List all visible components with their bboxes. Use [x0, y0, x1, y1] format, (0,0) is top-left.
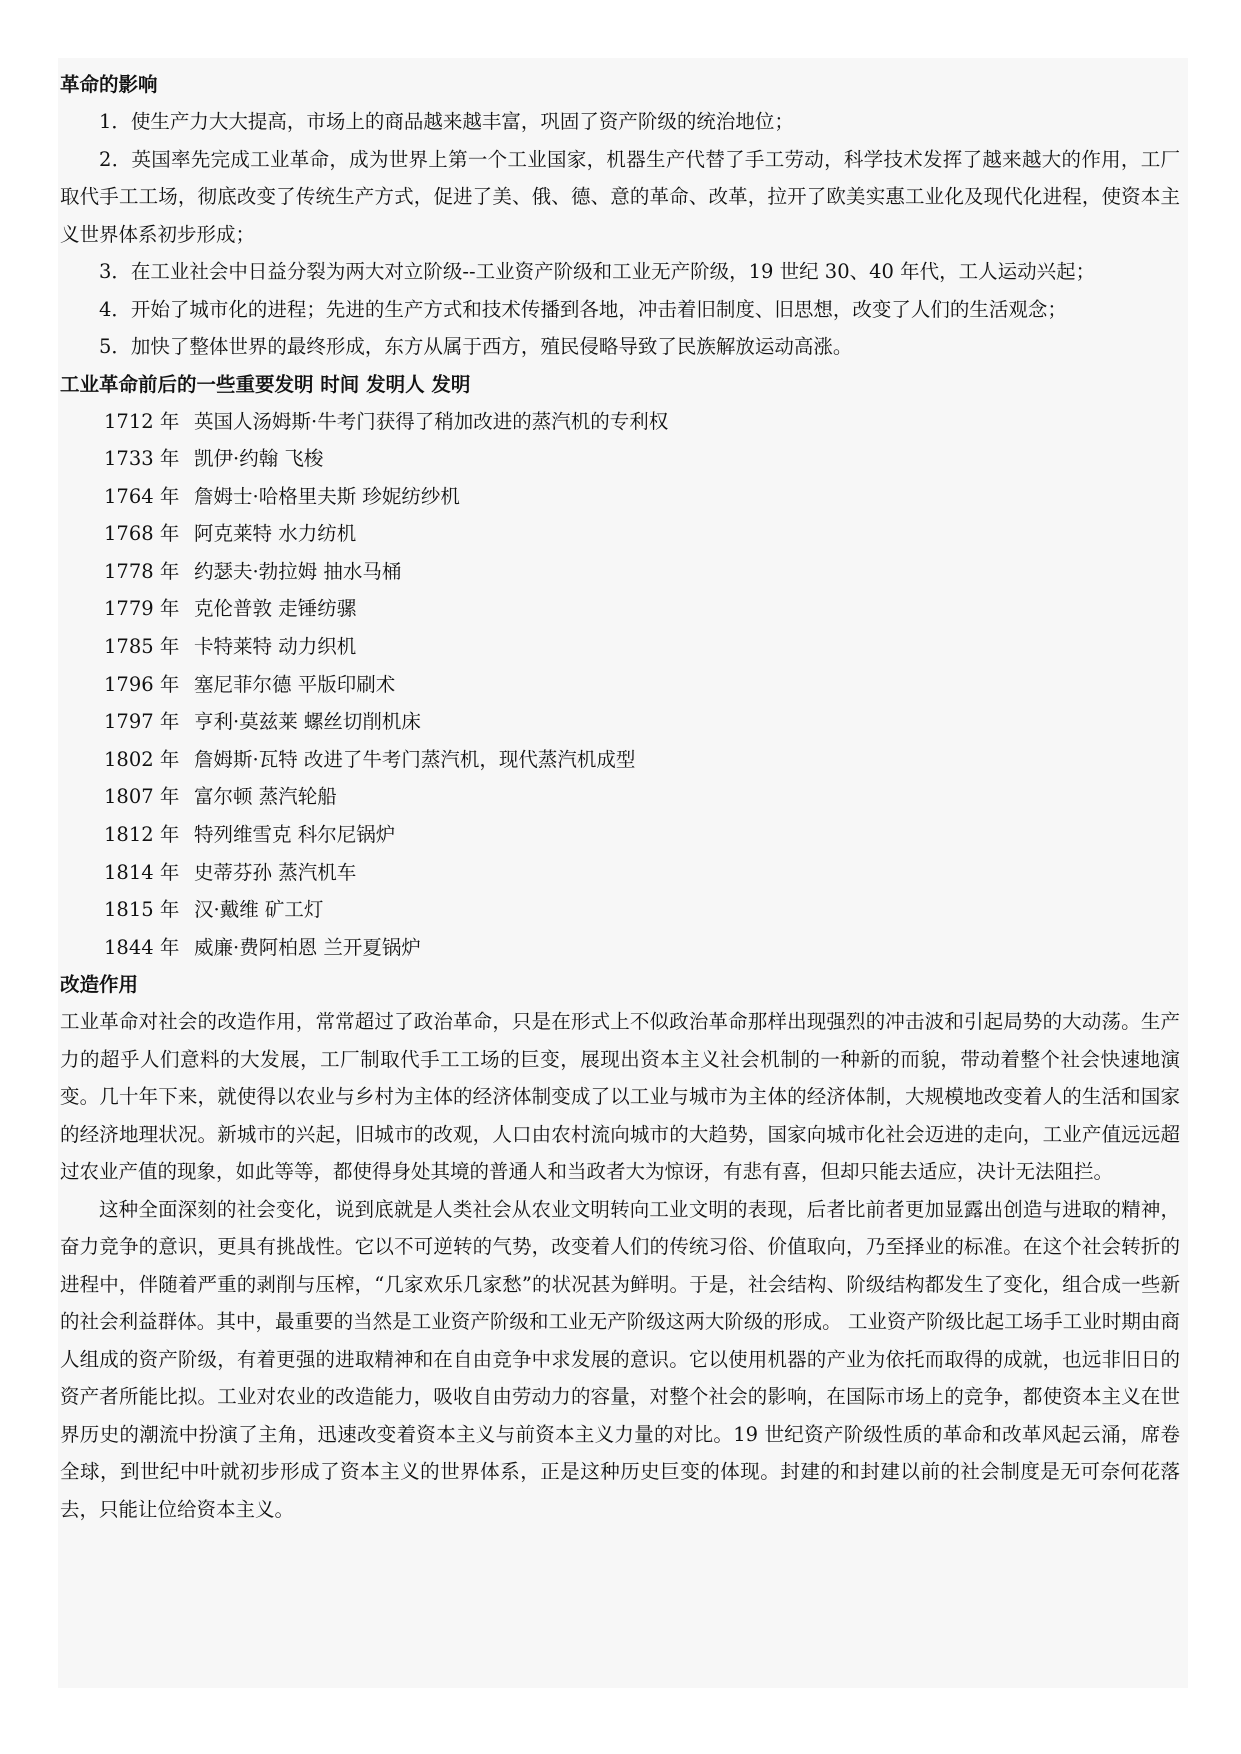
invention-text: 卡特莱特 动力织机: [194, 635, 357, 659]
invention-text: 汉·戴维 矿工灯: [194, 898, 324, 922]
invention-text: 詹姆斯·瓦特 改进了牛考门蒸汽机，现代蒸汽机成型: [194, 747, 636, 771]
invention-year: 1844 年: [104, 935, 180, 959]
influence-item-1: 1．使生产力大大提高，市场上的商品越来越丰富，巩固了资产阶级的统治地位；: [99, 110, 794, 133]
heading-revolution-influence: 革命的影响: [60, 73, 158, 96]
invention-row: [60, 854, 1180, 892]
invention-text: 史蒂芬孙 蒸汽机车: [194, 860, 357, 884]
heading-transformation: 改造作用: [60, 973, 139, 997]
invention-row: [60, 891, 1180, 929]
invention-text: 詹姆士·哈格里夫斯 珍妮纺纱机: [194, 484, 460, 508]
invention-year: 1814 年: [104, 860, 180, 884]
invention-text: 凯伊·约翰 飞梭: [194, 447, 324, 471]
invention-year: 1812 年: [104, 823, 180, 847]
invention-row: [60, 666, 1180, 704]
invention-row: [60, 816, 1180, 854]
inventions-list: [60, 403, 1180, 967]
invention-year: 1733 年: [104, 447, 180, 471]
invention-text: 阿克莱特 水力纺机: [194, 522, 357, 546]
invention-year: 1797 年: [104, 710, 180, 734]
invention-text: 约瑟夫·勃拉姆 抽水马桶: [194, 559, 402, 583]
transformation-paragraph-1: 工业革命对社会的改造作用，常常超过了政治革命，只是在形式上不似政治革命那样出现强烈的冲击波和引起局势的大动荡。生产力的超乎人们意料的大发展，工厂制取代手工工场的巨变，展现出资本主义社会机制的一种新的而貌，带动着整个社会快速地演变。几十年下来，就使得以农业与乡村为主体的经济体制变成了以工业与城市为主体的经济体制，大规模地改变着人的生活和国家的经济地理状况。新城市的兴起，旧城市的改观，人口由农村流向城市的大趋势，国家向城市化社会迈进的走向，工业产值远远超过农业产值的现象，如此等等，都使得身处其境的普通人和当政者大为惊讶，有悲有喜，但却只能去适应，决计无法阻拦。: [60, 1010, 1180, 1184]
invention-row: [60, 778, 1180, 816]
invention-text: 威廉·费阿柏恩 兰开夏锅炉: [194, 935, 421, 959]
invention-year: 1796 年: [104, 672, 180, 696]
influence-item-2: 2．英国率先完成工业革命，成为世界上第一个工业国家，机器生产代替了手工劳动，科学技术发挥了越来越大的作用，工厂取代手工工场，彻底改变了传统生产方式，促进了美、俄、德、意的革命、改革，拉开了欧美实惠工业化及现代化进程，使资本主义世界体系初步形成；: [60, 147, 1180, 246]
invention-text: 富尔顿 蒸汽轮船: [194, 785, 337, 809]
invention-row: [60, 929, 1180, 967]
invention-row: [60, 403, 1180, 441]
document-body: [60, 66, 1180, 1528]
invention-row: [60, 440, 1180, 478]
invention-text: 克伦普敦 走锤纺骡: [194, 597, 357, 621]
invention-year: 1802 年: [104, 747, 180, 771]
heading-inventions: 工业革命前后的一些重要发明 时间 发明人 发明: [60, 372, 471, 396]
invention-year: 1778 年: [104, 559, 180, 583]
invention-text: 塞尼菲尔德 平版印刷术: [194, 672, 396, 696]
invention-row: [60, 703, 1180, 741]
invention-row: [60, 628, 1180, 666]
influence-item-5: 5．加快了整体世界的最终形成，东方从属于西方，殖民侵略导致了民族解放运动高涨。: [99, 335, 853, 358]
invention-year: 1768 年: [104, 522, 180, 546]
invention-row: [60, 741, 1180, 779]
invention-year: 1764 年: [104, 484, 180, 508]
invention-row: [60, 478, 1180, 516]
invention-year: 1712 年: [104, 409, 180, 433]
invention-year: 1815 年: [104, 898, 180, 922]
invention-text: 英国人汤姆斯·牛考门获得了稍加改进的蒸汽机的专利权: [194, 409, 669, 433]
influence-item-4: 4．开始了城市化的进程；先进的生产方式和技术传播到各地，冲击着旧制度、旧思想，改变了人们的生活观念；: [99, 297, 1067, 321]
invention-row: [60, 515, 1180, 553]
invention-year: 1785 年: [104, 635, 180, 659]
invention-row: [60, 553, 1180, 591]
transformation-paragraph-2: 这种全面深刻的社会变化，说到底就是人类社会从农业文明转向工业文明的表现，后者比前者更加显露出创造与进取的精神，奋力竞争的意识，更具有挑战性。它以不可逆转的气势，改变着人们的传统习俗、价值取向，乃至择业的标准。在这个社会转折的进程中，伴随着严重的剥削与压榨，“几家欢乐几家愁”的状况甚为鲜明。于是，社会结构、阶级结构都发生了变化，组合成一些新的社会利益群体。其中，最重要的当然是工业资产阶级和工业无产阶级这两大阶级的形成。 工业资产阶级比起工场手工业时期由商人组成的资产阶级，有着更强的进取精神和在自由竞争中求发展的意识。它以使用机器的产业为依托而取得的成就，也远非旧日的资产者所能比拟。工业对农业的改造能力，吸收自由劳动力的容量，对整个社会的影响，在国际市场上的竞争，都使资本主义在世界历史的潮流中扮演了主角，迅速改变着资本主义与前资本主义力量的对比。19 世纪资产阶级性质的革命和改革风起云涌，席卷全球，到世纪中叶就初步形成了资本主义的世界体系，正是这种历史巨变的体现。封建的和封建以前的社会制度是无可奈何花落去，只能让位给资本主义。: [60, 1197, 1180, 1521]
invention-year: 1779 年: [104, 597, 180, 621]
invention-text: 亨利·莫兹莱 螺丝切削机床: [194, 710, 421, 734]
invention-row: [60, 590, 1180, 628]
invention-year: 1807 年: [104, 785, 180, 809]
influence-item-3: 3．在工业社会中日益分裂为两大对立阶级--工业资产阶级和工业无产阶级，19 世纪 30、40 年代，工人运动兴起；: [99, 260, 1096, 283]
invention-text: 特列维雪克 科尔尼锅炉: [194, 823, 396, 847]
